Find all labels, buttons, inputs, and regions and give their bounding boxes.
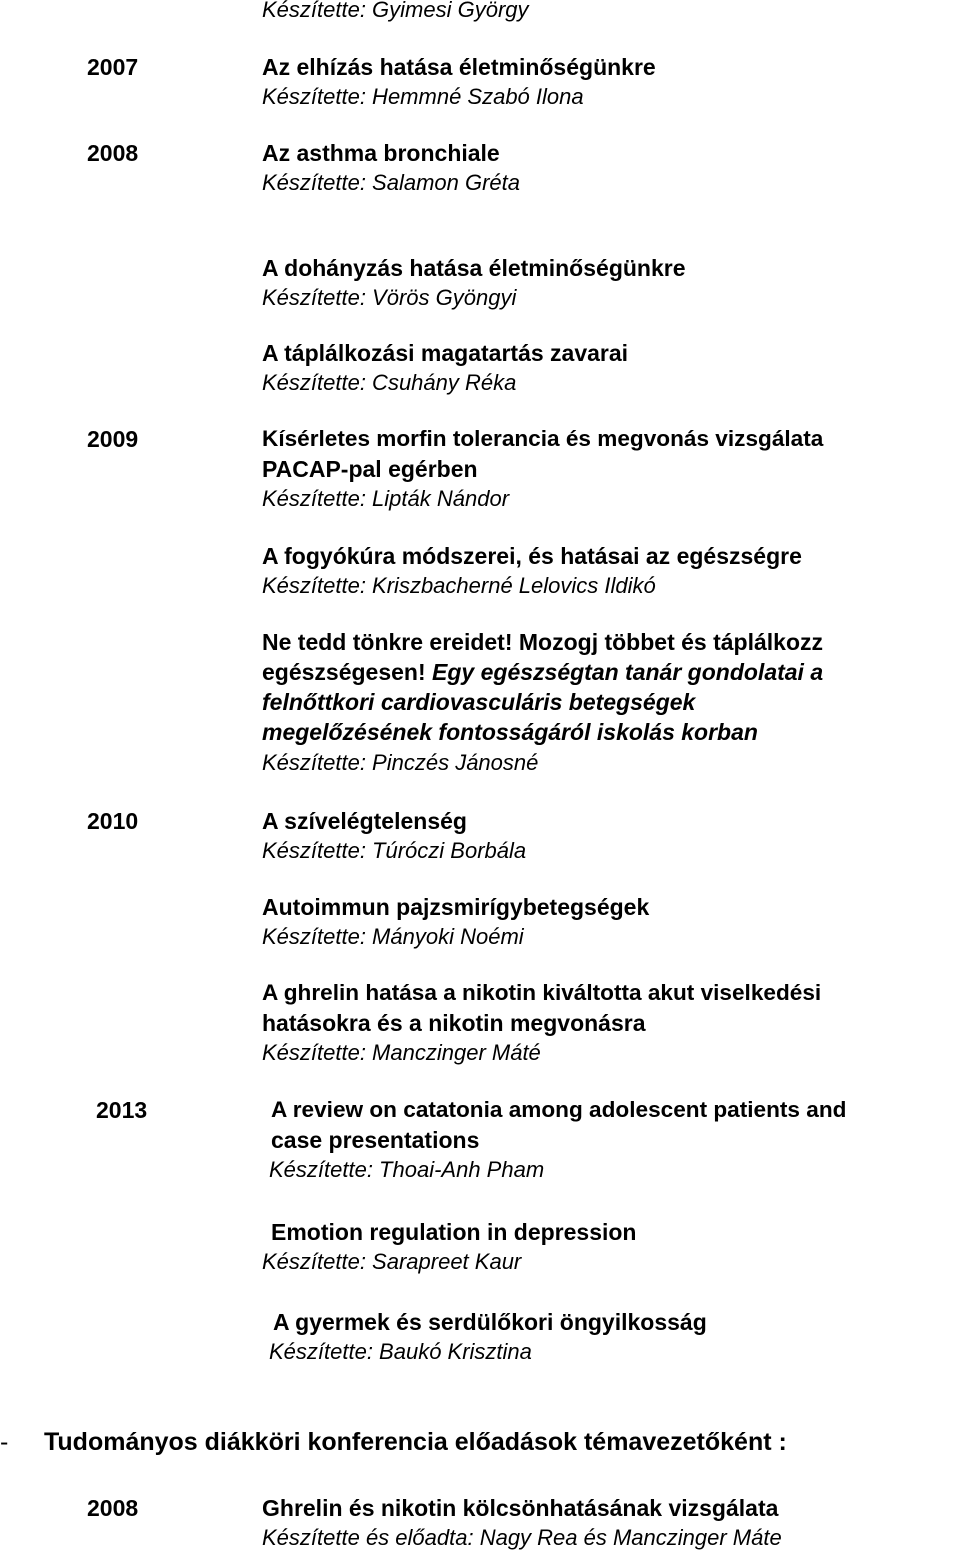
entry-title: PACAP-pal egérben	[262, 456, 478, 482]
entry-title: Autoimmun pajzsmirígybetegségek	[262, 894, 650, 920]
year-label: 2007	[87, 54, 139, 80]
entry-title: Ghrelin és nikotin kölcsönhatásának vizsgálata	[262, 1495, 779, 1521]
entry-title: Ne tedd tönkre ereidet! Mozogj többet és táplálkozz	[262, 629, 824, 655]
entry-title: Kísérletes morfin tolerancia és megvonás vizsgálata	[262, 426, 824, 451]
entry-title-part: egészségesen!	[262, 659, 426, 685]
author-line: Készítette: Lipták Nándor	[262, 486, 510, 511]
entry-subtitle: felnőttkori cardiovasculáris betegségek	[262, 689, 696, 715]
entry-title: A gyermek és serdülőkori öngyilkosság	[273, 1309, 707, 1335]
author-line: Készítette és előadta: Nagy Rea és Manczinger Máte	[262, 1525, 782, 1550]
entry-title: A ghrelin hatása a nikotin kiváltotta akut viselkedési	[262, 980, 822, 1005]
entry-title: A review on catatonia among adolescent patients and	[271, 1097, 847, 1122]
author-line: Készítette: Manczinger Máté	[262, 1040, 541, 1065]
author-line: Készítette: Sarapreet Kaur	[262, 1249, 522, 1274]
entry-title: hatásokra és a nikotin megvonásra	[262, 1010, 646, 1036]
entry-subtitle: megelőzésének fontosságáról iskolás korban	[262, 719, 758, 745]
author-line: Készítette: Vörös Gyöngyi	[262, 285, 517, 310]
entry-title: A fogyókúra módszerei, és hatásai az egészségre	[262, 543, 802, 569]
author-line: Készítette: Mányoki Noémi	[262, 924, 524, 949]
entry-title: Az elhízás hatása életminőségünkre	[262, 54, 656, 80]
author-line: Készítette: Csuhány Réka	[262, 370, 517, 395]
author-line: Készítette: Baukó Krisztina	[269, 1339, 532, 1364]
entry-title: Emotion regulation in depression	[271, 1219, 637, 1245]
entry-subtitle-part: Egy egészségtan tanár gondolatai a	[425, 659, 824, 685]
author-line: Készítette: Hemmné Szabó Ilona	[262, 84, 584, 109]
author-line: Készítette: Pinczés Jánosné	[262, 750, 539, 775]
author-line: Készítette: Thoai-Anh Pham	[269, 1157, 545, 1182]
section-heading: Tudományos diákköri konferencia előadások témavezetőként :	[44, 1428, 787, 1456]
author-line: Készítette: Salamon Gréta	[262, 170, 521, 195]
year-label: 2009	[87, 426, 139, 452]
entry-title: A szívelégtelenség	[262, 808, 467, 834]
year-label: 2008	[87, 140, 139, 166]
entry-title: A dohányzás hatása életminőségünkre	[262, 255, 686, 281]
section-bullet: -	[0, 1428, 9, 1456]
entry-title: case presentations	[271, 1127, 480, 1153]
entry-title-line	[262, 657, 823, 687]
entry-title: Az asthma bronchiale	[262, 140, 500, 166]
author-line: Készítette: Túróczi Borbála	[262, 838, 527, 863]
author-line: Készítette: Gyimesi György	[262, 0, 529, 22]
year-label: 2010	[87, 808, 139, 834]
year-label: 2008	[87, 1495, 139, 1521]
author-line: Készítette: Kriszbacherné Lelovics Ildikó	[262, 573, 656, 598]
year-label: 2013	[96, 1097, 148, 1123]
entry-title: A táplálkozási magatartás zavarai	[262, 340, 629, 366]
